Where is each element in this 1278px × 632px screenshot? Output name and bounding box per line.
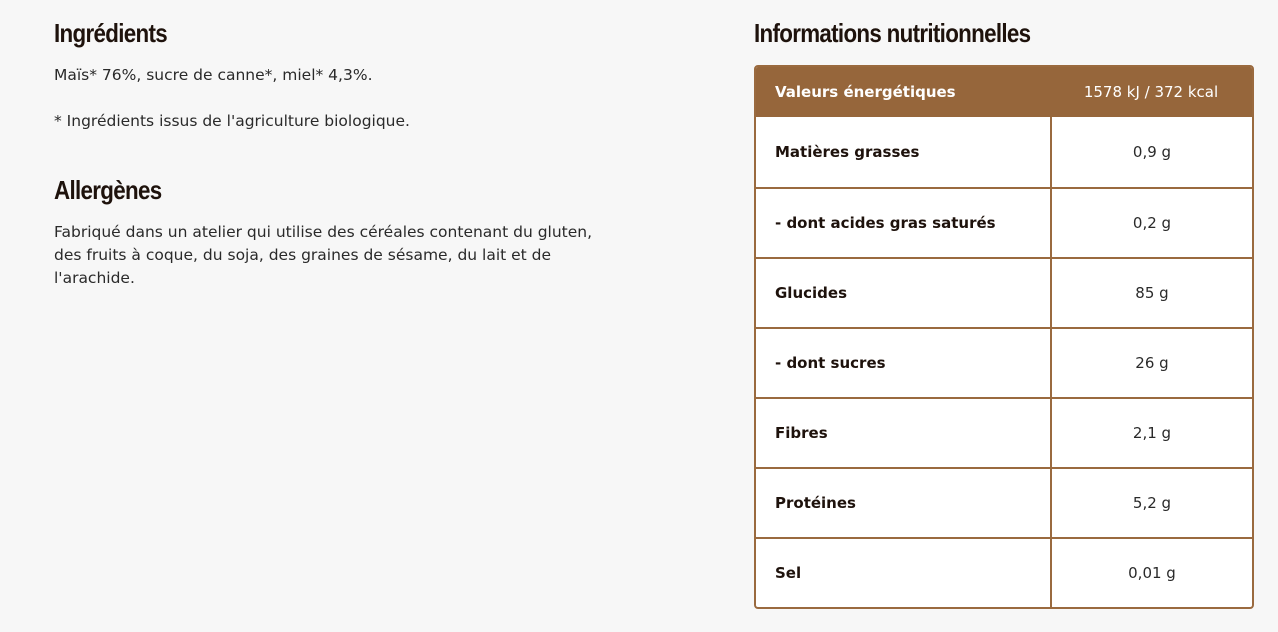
nutrient-value: 0,9 g — [1132, 143, 1172, 161]
energy-value: 1578 kJ / 372 kcal — [1083, 83, 1219, 101]
nutrient-value: 85 g — [1135, 284, 1169, 302]
nutrient-label: Fibres — [756, 399, 1052, 467]
table-row — [756, 117, 1252, 187]
nutrient-value: 0,01 g — [1128, 564, 1176, 582]
nutrient-label: - dont acides gras saturés — [756, 189, 1052, 257]
nutrient-label: Sel — [756, 539, 1052, 607]
ingredients-heading: Ingrédients — [54, 18, 167, 48]
product-details-column — [54, 18, 614, 290]
table-row — [756, 397, 1252, 467]
table-row — [756, 537, 1252, 607]
table-row — [756, 467, 1252, 537]
nutrient-value: 5,2 g — [1132, 494, 1172, 512]
organic-note: * Ingrédients issus de l'agriculture biologique. — [54, 112, 410, 130]
table-row — [756, 187, 1252, 257]
table-row — [756, 327, 1252, 397]
nutrient-value: 2,1 g — [1132, 424, 1172, 442]
nutrition-column — [754, 18, 1254, 609]
nutrient-label: Protéines — [756, 469, 1052, 537]
nutrient-value: 0,2 g — [1132, 214, 1172, 232]
energy-label: Valeurs énergétiques — [775, 83, 956, 101]
allergens-text: Fabriqué dans un atelier qui utilise des céréales contenant du gluten, des fruits à coque, du soja, des graines de sésame, du lait et de l'arachide. — [54, 223, 593, 287]
nutrition-table-header — [756, 67, 1252, 117]
allergens-heading: Allergènes — [54, 175, 162, 205]
nutrition-table-body — [756, 117, 1252, 607]
ingredients-list: Maïs* 76%, sucre de canne*, miel* 4,3%. — [54, 66, 373, 84]
nutrition-heading: Informations nutritionnelles — [754, 18, 1031, 48]
nutrient-label: Glucides — [756, 259, 1052, 327]
nutrient-label: - dont sucres — [756, 329, 1052, 397]
nutrient-value: 26 g — [1135, 354, 1169, 372]
nutrition-table — [754, 65, 1254, 609]
nutrient-label: Matières grasses — [756, 117, 1052, 187]
table-row — [756, 257, 1252, 327]
